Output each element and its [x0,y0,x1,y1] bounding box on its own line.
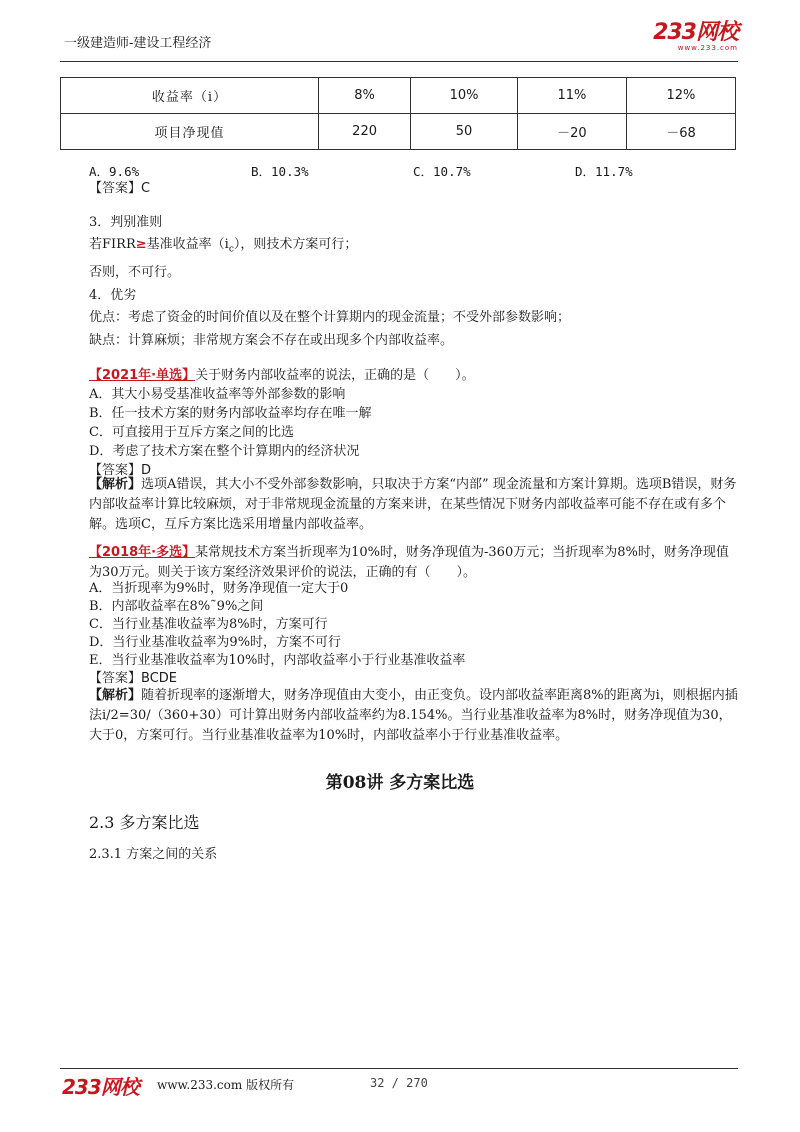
option-b: B．10.3% [251,164,309,179]
cons-line: 缺点：计算麻烦；非常规方案会不存在或出现多个内部收益率。 [89,333,454,348]
footer-copyright: www.233.com 版权所有 [157,1078,295,1092]
geq-symbol: ≥ [135,237,147,252]
q2018-option-e: E．当行业基准收益率为10%时，内部收益率小于行业基准收益率 [89,653,466,668]
q2018-tag: 【2018年·多选】 [89,545,196,560]
q2021-option-a: A．其大小易受基准收益率等外部参数的影响 [89,387,346,402]
q2021-analysis [89,475,739,535]
q2018-option-b: B．内部收益率在8%˜9%之间 [89,599,264,614]
q2021-stem-text: 关于财务内部收益率的说法，正确的是（ ）。 [195,368,475,383]
q2018-option-c: C．当行业基准收益率为8%时，方案可行 [89,617,328,632]
footer-logo: 233网校 [62,1075,139,1099]
q2021-option-b: B．任一技术方案的财务内部收益率均存在唯一解 [89,406,372,421]
lecture-title: 第08讲 多方案比选 [325,773,475,793]
criteria-end: ），则技术方案可行； [233,237,358,252]
criteria-post: 基准收益率（i [146,237,229,252]
q2018-stem [89,543,739,583]
table-row-label: 收益率（i） [61,78,319,114]
q2018-option-a: A．当折现率为9%时，财务净现值一定大于0 [89,581,349,596]
page-number: 32 / 270 [370,1076,428,1090]
q2021-option-c: C．可直接用于互斥方案之间的比选 [89,425,294,440]
pros-line: 优点：考虑了资金的时间价值以及在整个计算期内的现金流量；不受外部参数影响； [89,310,571,325]
option-c: C．10.7% [413,164,471,179]
table-cell: －20 [517,114,626,150]
table-cell: 10% [411,78,518,114]
q2018-analysis [89,686,739,746]
analysis-tag: 【解析】 [89,477,142,492]
footer-rule [60,1068,738,1069]
table-cell: －68 [626,114,735,150]
q2018-option-d: D．当行业基准收益率为9%时，方案不可行 [89,635,342,650]
analysis-text: 选项A错误，其大小不受外部参数影响，只取决于方案“内部” 现金流量和方案计算期。选项B错误，财务内部收益率计算比较麻烦，对于非常规现金流量的方案来讲，在某些情况下财务内部收益率可能不存在或有多个解。选项C，互斥方案比选采用增量内部收益率。 [89,477,737,532]
criteria-heading: 3．判别准则 [89,215,163,230]
logo-text: 233网校 [653,20,738,45]
table-cell: 11% [517,78,626,114]
criteria-rule [89,236,357,259]
criteria-sub: c [228,244,234,255]
q2021-tag: 【2021年·单选】 [89,368,196,383]
option-d: D．11.7% [575,164,633,179]
analysis-tag: 【解析】 [89,688,142,703]
table-cell: 220 [319,114,411,150]
section-heading: 2.3 多方案比选 [89,813,200,832]
table-row-label: 项目净现值 [61,114,319,150]
q2018-answer: 【答案】BCDE [89,671,177,686]
analysis-text: 随着折现率的逐渐增大，财务净现值由大变小，由正变负。设内部收益率距离8%的距离为i，则根据内插法i/2=30/（360+30）可计算出财务内部收益率约为8.154%。当行业基准收益率为8%时，财务净现值为30，大于0，方案可行。当行业基准收益率为10%时，内部收益率小于行业基准收益率。 [89,688,738,743]
q2021-answer: 【答案】D [89,463,152,478]
subsection-heading: 2.3.1 方案之间的关系 [89,847,218,862]
pros-heading: 4．优劣 [89,288,137,303]
table-cell: 8% [319,78,411,114]
header-title: 一级建造师-建设工程经济 [64,36,212,51]
q2021-option-d: D．考虑了技术方案在整个计算期内的经济状况 [89,444,360,459]
table-row [61,114,736,150]
answer-line: 【答案】C [89,181,151,196]
logo-url: www.233.com [677,44,738,52]
option-a: A．9.6% [89,164,140,179]
header-logo [653,22,738,53]
q2021-stem [89,367,475,385]
table-row [61,78,736,114]
table-cell: 12% [626,78,735,114]
header-rule [60,61,738,62]
criteria-else: 否则，不可行。 [89,265,181,280]
criteria-pre: 若FIRR [89,237,136,252]
q2018-stem-text: 某常规技术方案当折现率为10%时，财务净现值为-360万元；当折现率为8%时，财务净现值为30万元。则关于该方案经济效果评价的说法，正确的有（ ）。 [89,545,729,580]
irr-table [60,77,736,150]
table-cell: 50 [411,114,518,150]
page-header [60,22,738,58]
